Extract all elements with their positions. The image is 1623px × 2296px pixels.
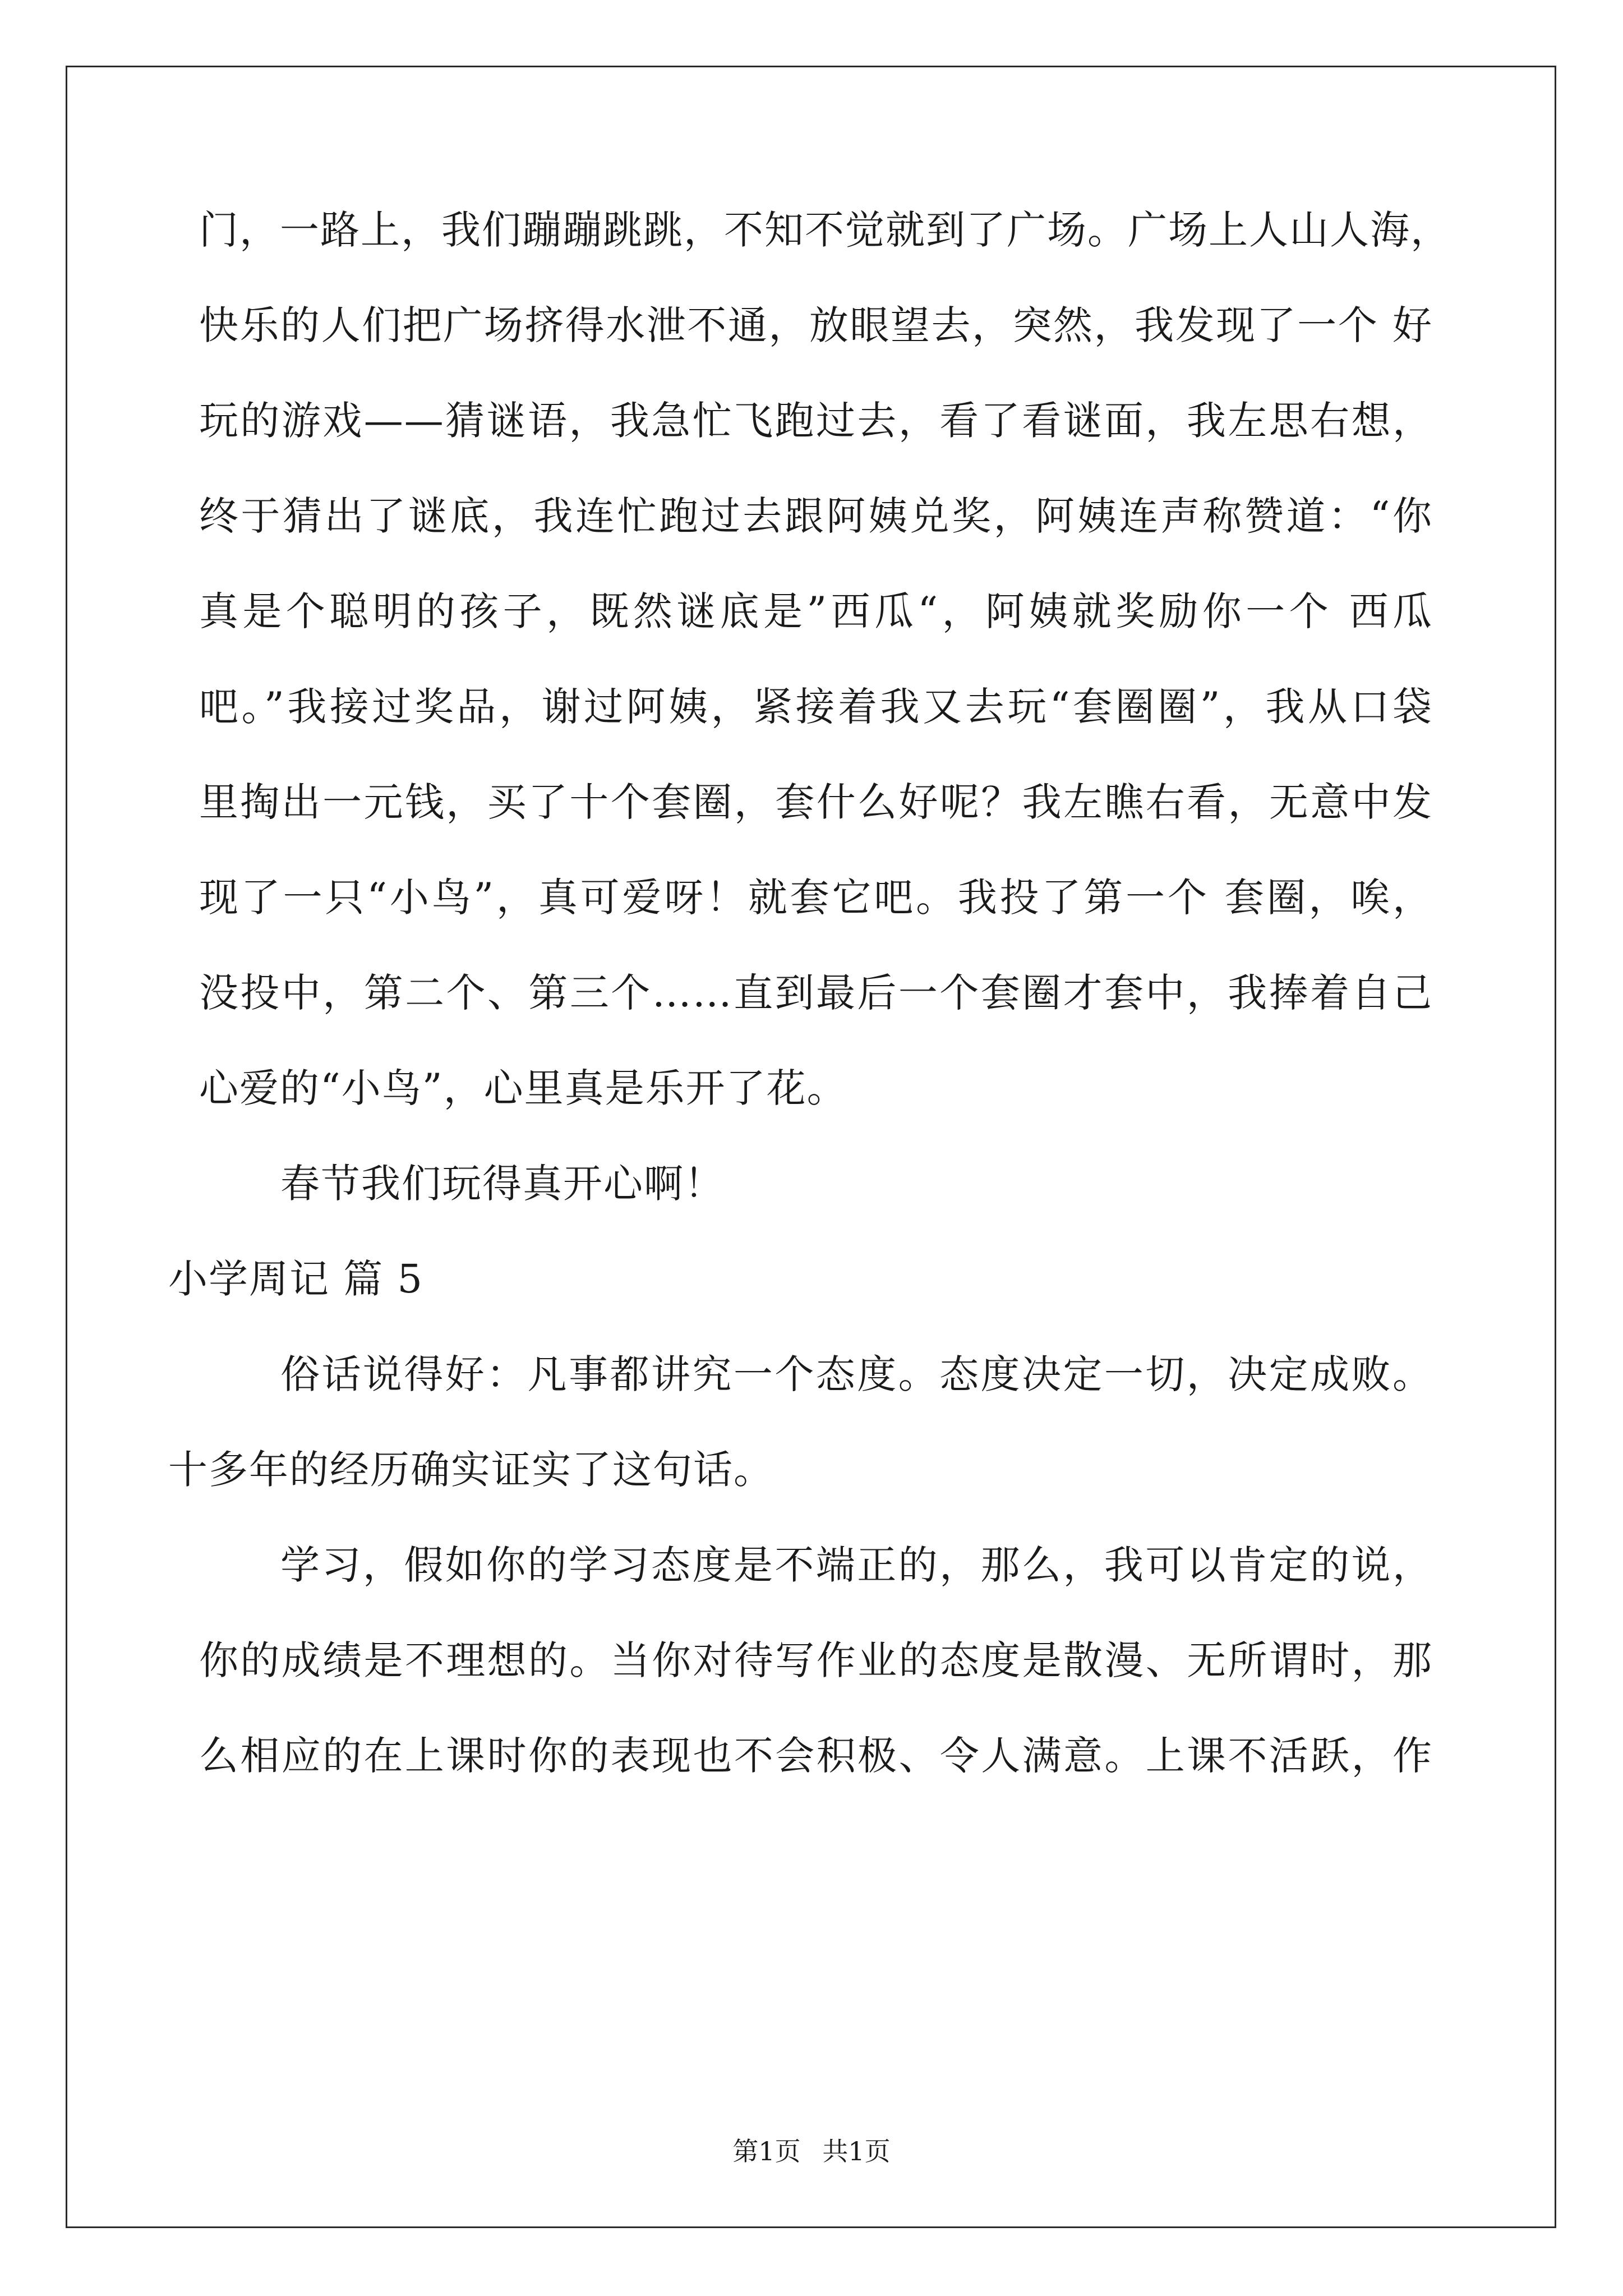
text-line: 么相应的在上课时你的表现也不会积极、令人满意。上课不活跃，作 bbox=[199, 1733, 1433, 1779]
text-line: 快乐的人们把广场挤得水泄不通，放眼望去，突然，我发现了一个 好 bbox=[199, 302, 1433, 348]
text-line: 心爱的“小鸟”，心里真是乐开了花。 bbox=[199, 1065, 847, 1111]
text-line: 俗话说得好：凡事都讲究一个态度。态度决定一切，决定成败。 bbox=[280, 1351, 1433, 1397]
text-line: 玩的游戏——猜谜语，我急忙飞跑过去，看了看谜面，我左思右想， bbox=[199, 398, 1433, 444]
page-border bbox=[66, 66, 1556, 2228]
page-number: 第1页 bbox=[732, 2136, 801, 2166]
text-line: 十多年的经历确实证实了这句话。 bbox=[168, 1447, 774, 1493]
text-line: 现了一只“小鸟”，真可爱呀！就套它吧。我投了第一个 套圈，唉， bbox=[199, 875, 1433, 921]
text-line: 学习，假如你的学习态度是不端正的，那么，我可以肯定的说， bbox=[280, 1542, 1433, 1588]
text-line: 里掏出一元钱，买了十个套圈，套什么好呢？我左瞧右看，无意中发 bbox=[199, 779, 1433, 825]
text-line: 你的成绩是不理想的。当你对待写作业的态度是散漫、无所谓时，那 bbox=[199, 1637, 1433, 1683]
text-line: 吧。”我接过奖品，谢过阿姨，紧接着我又去玩“套圈圈”，我从口袋 bbox=[199, 684, 1433, 730]
text-line: 终于猜出了谜底，我连忙跑过去跟阿姨兑奖，阿姨连声称赞道：“你 bbox=[199, 493, 1433, 539]
section-heading: 小学周记 篇 5 bbox=[168, 1256, 424, 1302]
page-footer bbox=[0, 2134, 1623, 2168]
text-line: 没投中，第二个、第三个……直到最后一个套圈才套中，我捧着自己 bbox=[199, 970, 1433, 1016]
text-line: 春节我们玩得真开心啊！ bbox=[280, 1161, 725, 1207]
page-total: 共1页 bbox=[822, 2136, 891, 2166]
text-line: 门，一路上，我们蹦蹦跳跳，不知不觉就到了广场。广场上人山人海， bbox=[199, 207, 1451, 253]
text-line: 真是个聪明的孩子，既然谜底是”西瓜“，阿姨就奖励你一个 西瓜 bbox=[199, 588, 1433, 634]
